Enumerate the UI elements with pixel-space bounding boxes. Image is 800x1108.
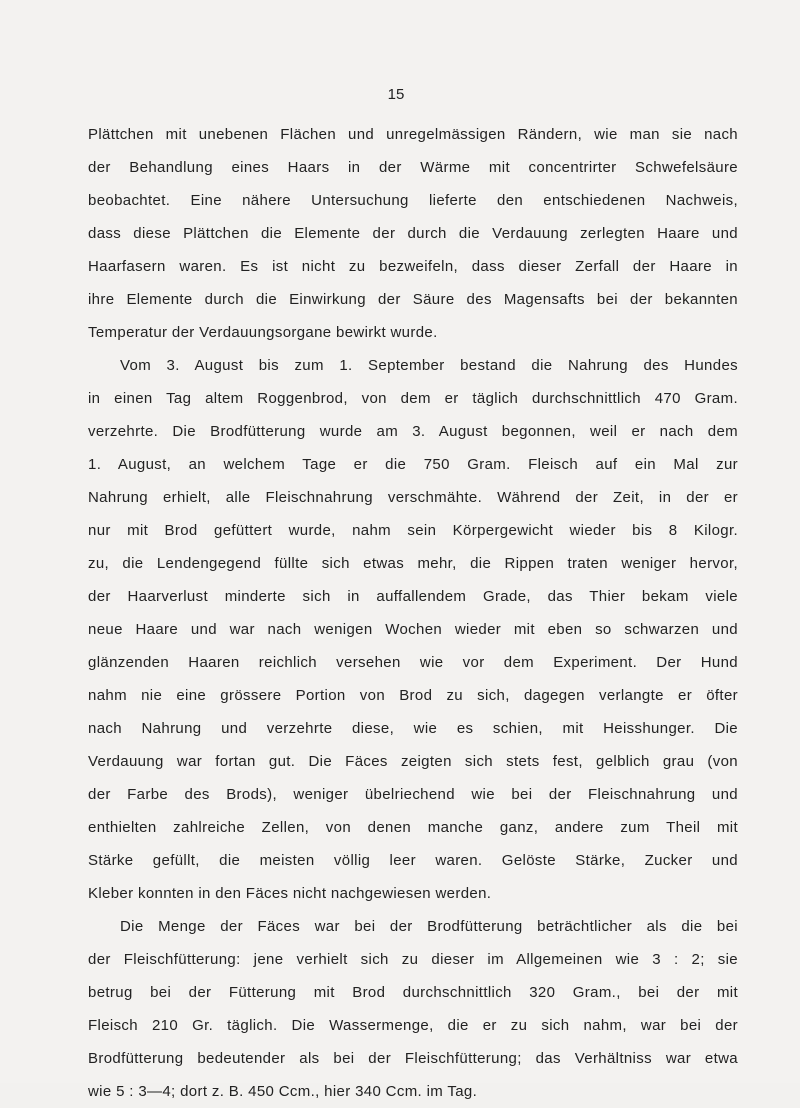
text-line: Fleisch 210 Gr. täglich. Die Wassermenge, die er zu sich nahm, war bei der — [88, 1017, 738, 1034]
text-line: glänzenden Haaren reichlich versehen wie vor dem Experiment. Der Hund — [88, 654, 738, 671]
text-line: zu, die Lendengegend füllte sich etwas mehr, die Rippen traten weniger hervor, — [88, 555, 738, 572]
text-line: Kleber konnten in den Fäces nicht nachgewiesen werden. — [88, 885, 492, 902]
text-line: wie 5 : 3—4; dort z. B. 450 Ccm., hier 340 Ccm. im Tag. — [88, 1083, 478, 1100]
text-line: dass diese Plättchen die Elemente der durch die Verdauung zerlegten Haare und — [88, 225, 738, 242]
text-line: Brodfütterung bedeutender als bei der Fleischfütterung; das Verhältniss war etwa — [88, 1050, 738, 1067]
body-text — [88, 118, 738, 1108]
text-line: betrug bei der Fütterung mit Brod durchschnittlich 320 Gram., bei der mit — [88, 984, 738, 1001]
text-line: verzehrte. Die Brodfütterung wurde am 3. August begonnen, weil er nach dem — [88, 423, 738, 440]
text-line: Plättchen mit unebenen Flächen und unregelmässigen Rändern, wie man sie nach — [88, 126, 738, 143]
text-line: neue Haare und war nach wenigen Wochen wieder mit eben so schwarzen und — [88, 621, 738, 638]
text-line: 1. August, an welchem Tage er die 750 Gram. Fleisch auf ein Mal zur — [88, 456, 738, 473]
text-line: der Fleischfütterung: jene verhielt sich zu dieser im Allgemeinen wie 3 : 2; sie — [88, 951, 738, 968]
text-line: der Haarverlust minderte sich in auffallendem Grade, das Thier bekam viele — [88, 588, 738, 605]
text-line: in einen Tag altem Roggenbrod, von dem er täglich durchschnittlich 470 Gram. — [88, 390, 738, 407]
text-line: Temperatur der Verdauungsorgane bewirkt wurde. — [88, 324, 438, 341]
text-line: Vom 3. August bis zum 1. September bestand die Nahrung des Hundes — [120, 357, 738, 374]
text-line: nahm nie eine grössere Portion von Brod zu sich, dagegen verlangte er öfter — [88, 687, 738, 704]
text-line: ihre Elemente durch die Einwirkung der Säure des Magensafts bei der bekannten — [88, 291, 738, 308]
text-line: nach Nahrung und verzehrte diese, wie es schien, mit Heisshunger. Die — [88, 720, 738, 737]
text-line: Stärke gefüllt, die meisten völlig leer waren. Gelöste Stärke, Zucker und — [88, 852, 738, 869]
text-line: der Behandlung eines Haars in der Wärme mit concentrirter Schwefelsäure — [88, 159, 738, 176]
text-line: der Farbe des Brods), weniger übelriechend wie bei der Fleischnahrung und — [88, 786, 738, 803]
text-line: nur mit Brod gefüttert wurde, nahm sein Körpergewicht wieder bis 8 Kilogr. — [88, 522, 738, 539]
page-number: 15 — [387, 86, 405, 103]
text-line: Haarfasern waren. Es ist nicht zu bezweifeln, dass dieser Zerfall der Haare in — [88, 258, 738, 275]
text-line: Verdauung war fortan gut. Die Fäces zeigten sich stets fest, gelblich grau (von — [88, 753, 738, 770]
text-line: Nahrung erhielt, alle Fleischnahrung verschmähte. Während der Zeit, in der er — [88, 489, 738, 506]
text-line: beobachtet. Eine nähere Untersuchung lieferte den entschiedenen Nachweis, — [88, 192, 738, 209]
text-line: Die Menge der Fäces war bei der Brodfütterung beträchtlicher als die bei — [120, 918, 738, 935]
text-line: enthielten zahlreiche Zellen, von denen manche ganz, andere zum Theil mit — [88, 819, 738, 836]
